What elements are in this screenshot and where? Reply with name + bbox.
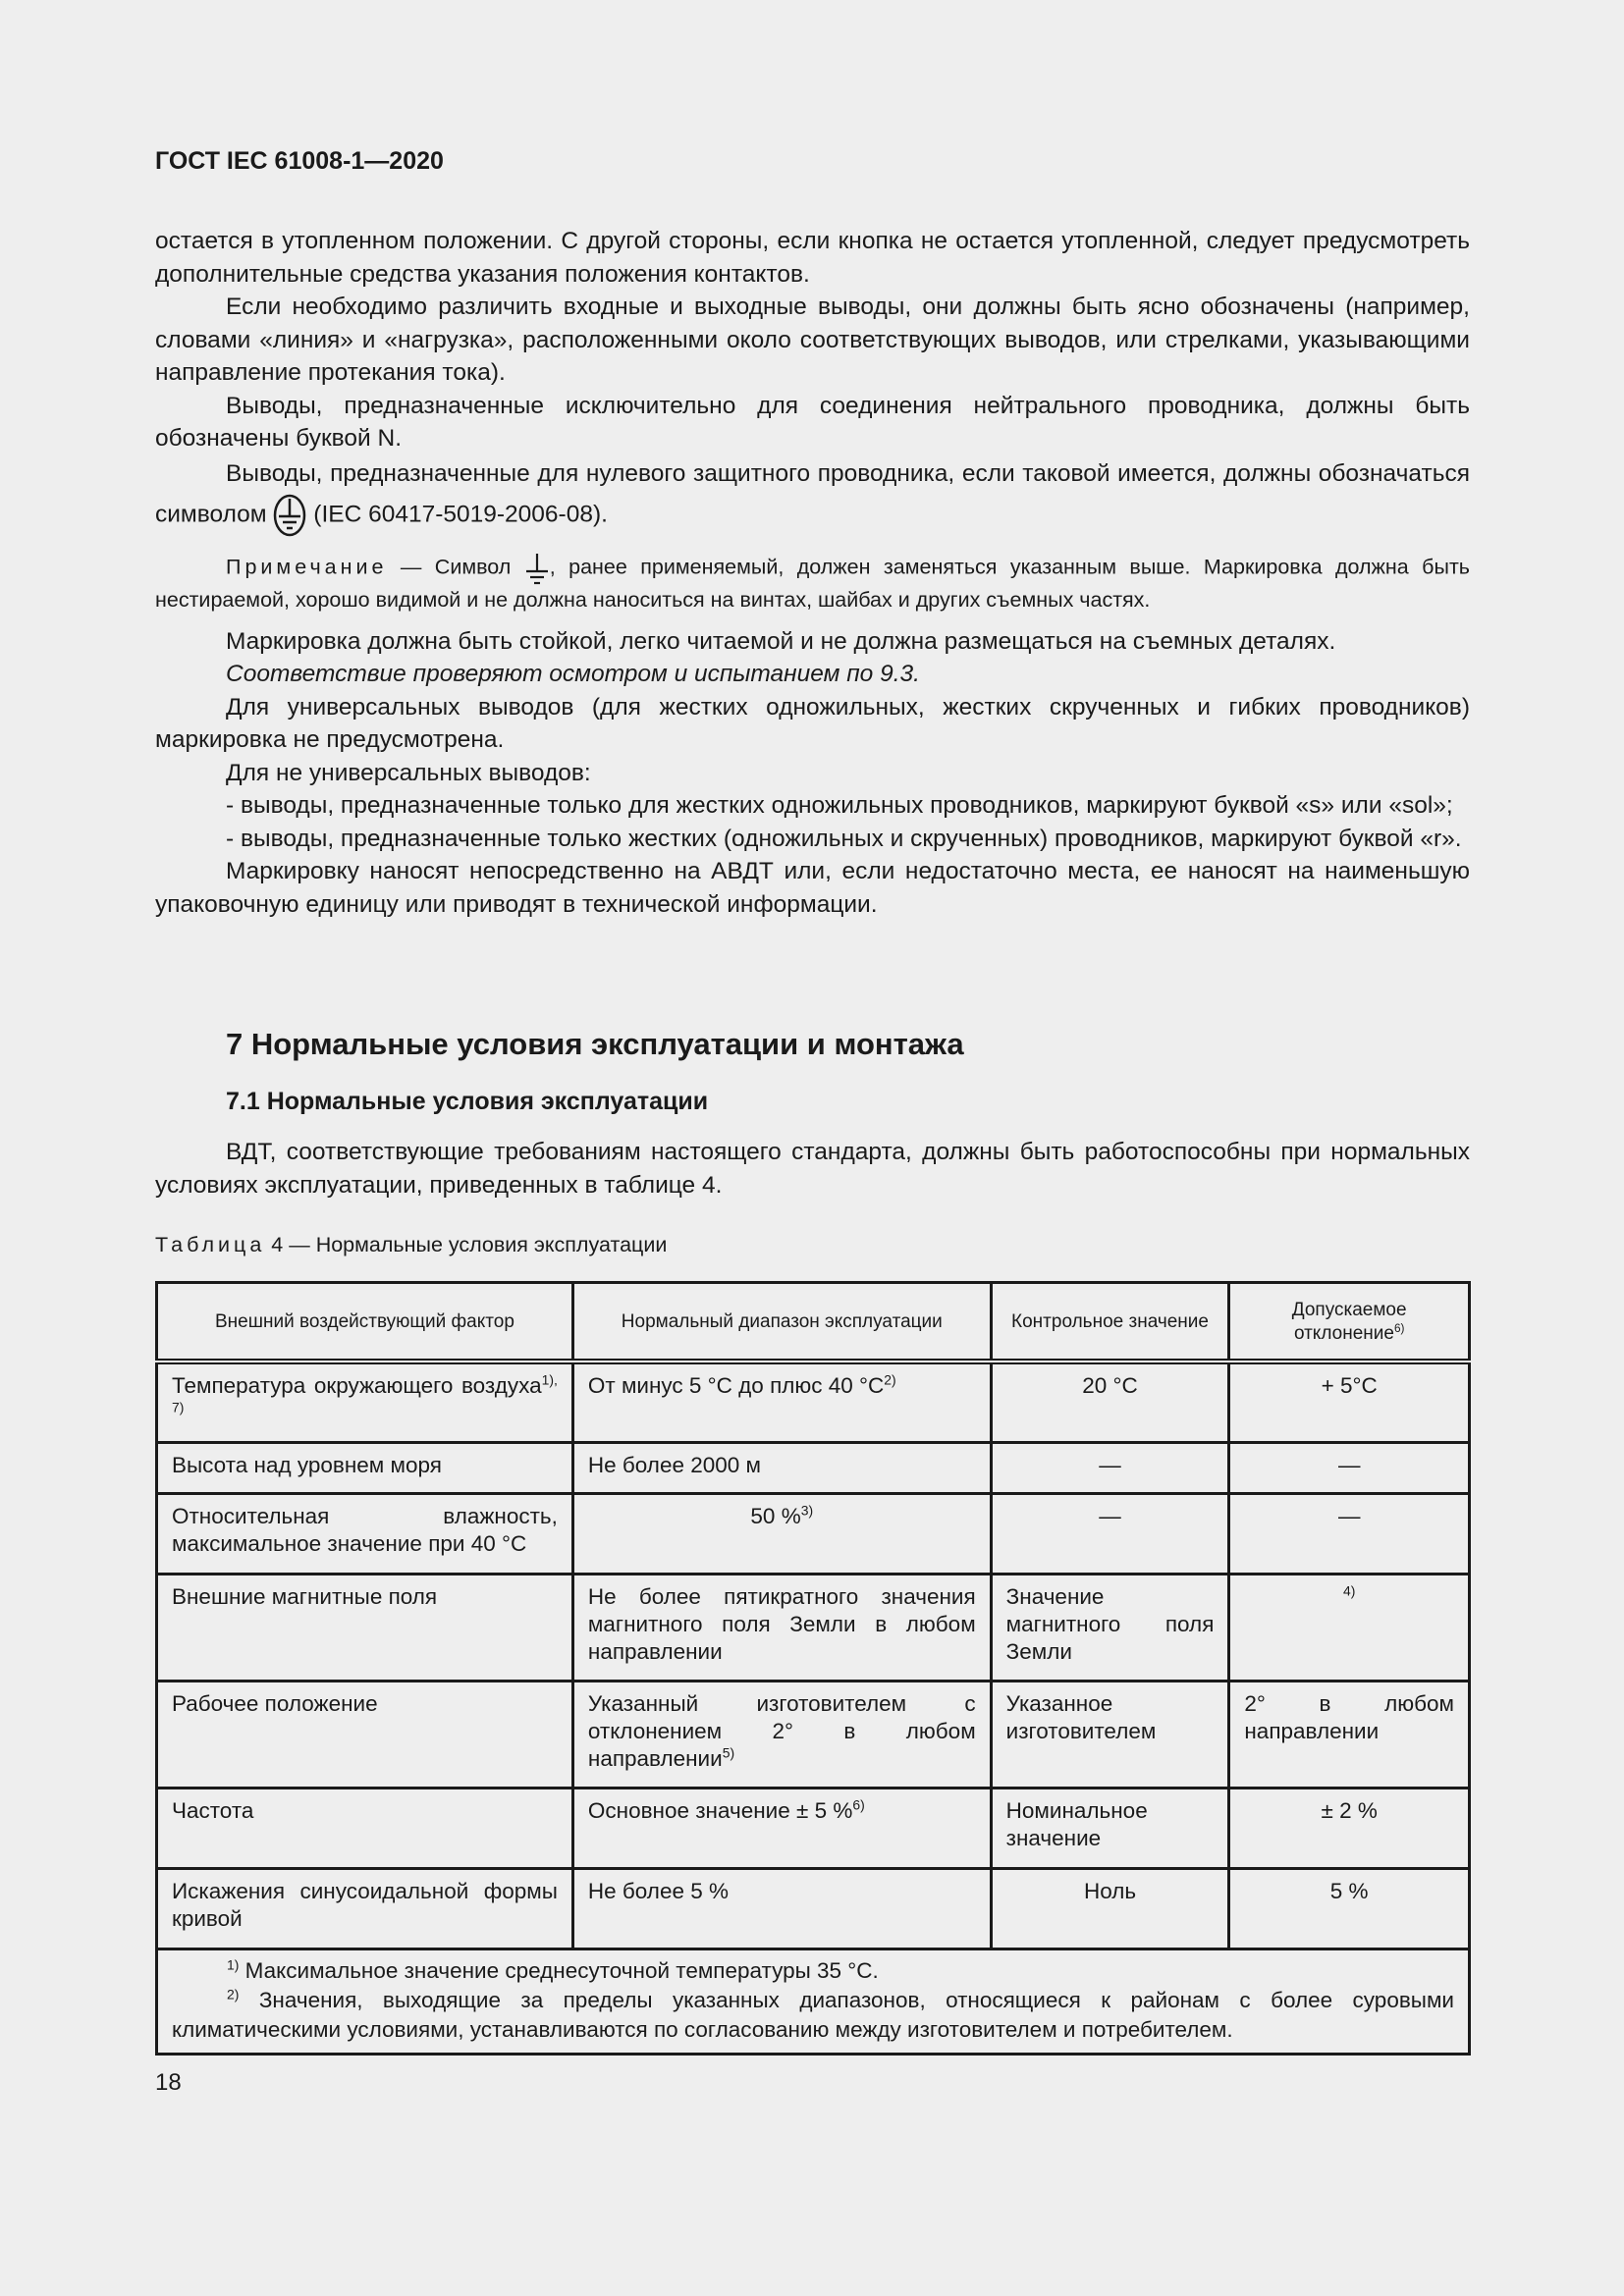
cell-text: Не более 2000 м	[587, 1452, 761, 1477]
table-cell	[1229, 1681, 1470, 1788]
footnote-ref: 6)	[852, 1796, 865, 1813]
cell-text: Основное значение ± 5 %	[587, 1797, 853, 1823]
note-text: , ранее применяемый, должен заменяться указанным выше. Маркировка должна быть нестираемой, хорошо видимой и не должна наноситься на винтах, шайбах и других съемных частях.	[155, 555, 1470, 612]
table-cell	[572, 1493, 991, 1574]
table-cell	[572, 1362, 991, 1442]
table-cell	[991, 1574, 1229, 1681]
footnote	[172, 1956, 1454, 1986]
header-text: Внешний воздействующий фактор	[215, 1311, 514, 1332]
paragraph-text: (IEC 60417-5019-2006-08).	[313, 500, 608, 527]
table-cell	[157, 1493, 573, 1574]
cell-text: 5 %	[1329, 1878, 1369, 1903]
footnote-ref: 5)	[722, 1744, 735, 1761]
cell-text: 50 %	[750, 1503, 801, 1528]
column-header	[572, 1283, 991, 1362]
list-item: - выводы, предназначенные только жестких (одножильных и скрученных) проводников, маркируют буквой «r».	[226, 825, 1462, 852]
column-header	[1229, 1283, 1470, 1362]
footnote-mark: 1)	[227, 1956, 240, 1973]
table-row	[157, 1681, 1470, 1788]
paragraph-compliance: Соответствие проверяют осмотром и испытанием по 9.3.	[226, 661, 920, 687]
table-cell	[991, 1788, 1229, 1868]
column-header	[157, 1283, 573, 1362]
note-label: Примечание	[226, 555, 388, 579]
table-cell	[991, 1868, 1229, 1949]
cell-text: Указанный изготовителем с отклонением 2° в любом направлении	[587, 1690, 976, 1771]
caption-label: Таблица	[155, 1233, 266, 1256]
page-number: 18	[155, 2069, 182, 2096]
paragraph: Маркировка должна быть стойкой, легко читаемой и не должна размещаться на съемных деталях.	[226, 627, 1336, 655]
table-cell	[572, 1442, 991, 1493]
footnote-text: Значения, выходящие за пределы указанных диапазонов, относящиеся к районам с более суровыми климатическими условиями, устанавливаются по согласованию между изготовителем и потребителем.	[172, 1987, 1454, 2042]
table-row	[157, 1788, 1470, 1868]
table-cell	[157, 1788, 573, 1868]
paragraph: Выводы, предназначенные исключительно для соединения нейтрального проводника, должны быть обозначены буквой N.	[155, 392, 1470, 452]
footnotes-cell	[157, 1949, 1470, 2054]
paragraph-text: Выводы, предназначенные для нулевого защитного проводника, если таковой имеется, должны обозначаться символом	[155, 459, 1470, 527]
table-cell	[991, 1442, 1229, 1493]
section-heading: 7 Нормальные условия эксплуатации и монтажа	[226, 1027, 964, 1061]
table-cell	[1229, 1442, 1470, 1493]
cell-text: Указанное изготовителем	[1005, 1690, 1157, 1743]
section-intro	[155, 1136, 1470, 1201]
cell-text: Относительная влажность, максимальное значение при 40 °С	[172, 1503, 558, 1556]
footnote-ref: 4)	[1342, 1582, 1356, 1599]
table-row	[157, 1574, 1470, 1681]
table-cell	[572, 1788, 991, 1868]
paragraph: ВДТ, соответствующие требованиям настоящего стандарта, должны быть работоспособны при нормальных условиях эксплуатации, приведенных в таблице 4.	[155, 1139, 1470, 1199]
footnote	[172, 1986, 1454, 2045]
conditions-table	[155, 1281, 1471, 2056]
cell-text: ± 2 %	[1321, 1797, 1378, 1823]
cell-text: —	[1337, 1452, 1361, 1477]
cell-text: —	[1337, 1503, 1361, 1528]
table-cell	[1229, 1788, 1470, 1868]
cell-text: —	[1099, 1452, 1121, 1477]
table-caption	[155, 1233, 1470, 1257]
table-cell	[991, 1362, 1229, 1442]
paragraph: Для не универсальных выводов:	[226, 759, 591, 786]
paragraph: Для универсальных выводов (для жестких одножильных, жестких скрученных и гибких проводников) маркировка не предусмотрена.	[155, 693, 1470, 753]
cell-text: Высота над уровнем моря	[172, 1452, 442, 1477]
table-footnotes	[157, 1949, 1470, 2054]
cell-text: —	[1099, 1503, 1121, 1528]
document-header: ГОСТ IEC 61008-1—2020	[155, 147, 444, 175]
table-cell	[572, 1681, 991, 1788]
paragraph: Маркировку наносят непосредственно на АВДТ или, если недостаточно места, ее наносят на наименьшую упаковочную единицу или приводят в технической информации.	[155, 858, 1470, 918]
table-cell	[157, 1868, 573, 1949]
table-cell	[1229, 1362, 1470, 1442]
cell-text: От минус 5 °С до плюс 40 °С	[587, 1373, 885, 1398]
column-header	[991, 1283, 1229, 1362]
table-cell	[991, 1681, 1229, 1788]
note-dash: — Символ	[387, 555, 524, 579]
table-cell	[157, 1574, 573, 1681]
table-cell	[1229, 1493, 1470, 1574]
body-text	[155, 225, 1470, 921]
footnote-text: Максимальное значение среднесуточной температуры 35 °С.	[239, 1957, 879, 1983]
header-text: Допускаемое отклонение	[1291, 1300, 1407, 1344]
ground-icon	[524, 555, 550, 578]
table-row	[157, 1442, 1470, 1493]
note	[155, 552, 1470, 615]
footnote-ref: 1), 7)	[172, 1371, 558, 1415]
cell-text: Ноль	[1083, 1878, 1137, 1903]
protective-earth-icon	[273, 501, 306, 527]
cell-text: 20 °С	[1082, 1373, 1138, 1398]
footnote-ref: 3)	[800, 1502, 814, 1519]
subsection-heading: 7.1 Нормальные условия эксплуатации	[226, 1088, 709, 1115]
table-cell	[157, 1362, 573, 1442]
table-header-row	[157, 1283, 1470, 1362]
list-item: - выводы, предназначенные только для жестких одножильных проводников, маркируют буквой «s» или «sol»;	[226, 792, 1453, 819]
cell-text: Температура окружающего воздуха	[172, 1373, 542, 1398]
table-cell	[572, 1574, 991, 1681]
cell-text: 2° в любом направлении	[1244, 1690, 1454, 1743]
table-cell	[157, 1442, 573, 1493]
cell-text: Не более 5 %	[587, 1878, 729, 1903]
table-cell	[1229, 1868, 1470, 1949]
paragraph	[155, 455, 1470, 538]
cell-text: Номинальное значение	[1005, 1797, 1148, 1850]
footnote-ref: 2)	[884, 1371, 896, 1388]
cell-text: + 5°С	[1321, 1373, 1378, 1398]
table-row	[157, 1493, 1470, 1574]
table-cell	[572, 1868, 991, 1949]
cell-text: Значение магнитного поля Земли	[1005, 1583, 1215, 1664]
table-row	[157, 1362, 1470, 1442]
footnote-mark: 2)	[227, 1986, 240, 2002]
caption-text: 4 — Нормальные условия эксплуатации	[265, 1233, 668, 1256]
footnote-ref: 6)	[1393, 1321, 1405, 1335]
table-cell	[1229, 1574, 1470, 1681]
table-cell	[157, 1681, 573, 1788]
table-row	[157, 1868, 1470, 1949]
cell-text: Внешние магнитные поля	[172, 1583, 438, 1609]
cell-text: Не более пятикратного значения магнитного поля Земли в любом направлении	[587, 1583, 976, 1664]
table-cell	[991, 1493, 1229, 1574]
cell-text: Искажения синусоидальной формы кривой	[172, 1878, 558, 1931]
paragraph: Если необходимо различить входные и выходные выводы, они должны быть ясно обозначены (например, словами «линия» и «нагрузка», расположенными около соответствующих выводов, или стрелками, указывающими направление протекания тока).	[155, 294, 1470, 386]
header-text: Нормальный диапазон эксплуатации	[621, 1311, 943, 1332]
header-text: Контрольное значение	[1011, 1311, 1209, 1332]
cell-text: Частота	[172, 1797, 254, 1823]
paragraph: остается в утопленном положении. С другой стороны, если кнопка не остается утопленной, следует предусмотреть дополнительные средства указания положения контактов.	[155, 228, 1470, 288]
cell-text: Рабочее положение	[172, 1690, 378, 1716]
